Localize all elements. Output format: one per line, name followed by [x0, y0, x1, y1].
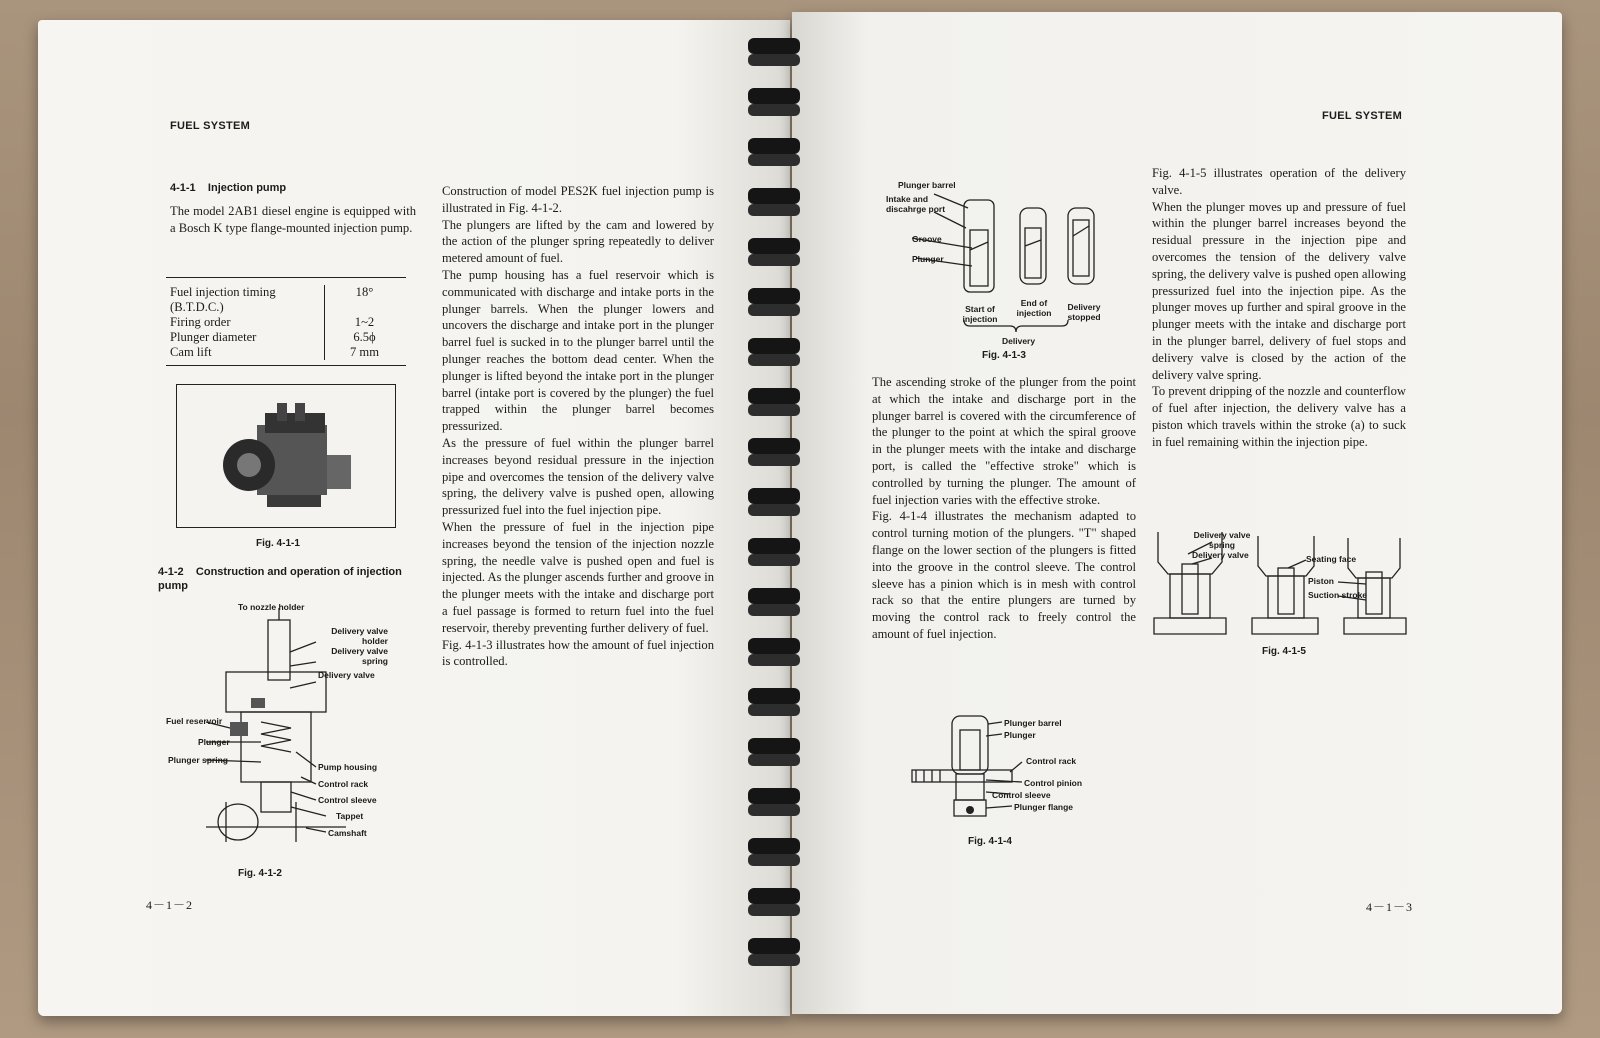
figure-label: Control rack — [318, 779, 369, 789]
paragraph: When the plunger moves up and pressure of fuel within the plunger barrel increases beyond the residual pressure in the injection pipe and overcomes the tension of the delivery valve spring, the delivery valve is pushed open allowing pressurized fuel into the injection pipe. As the plunger moves up further and spiral groove in the plunger meets with the intake and discharge port in the plunger barrel, delivery of fuel stops and delivery valve is closed by the action of the delivery valve spring. — [1152, 199, 1406, 382]
binding-coils — [740, 30, 850, 1030]
figure-caption: Fig. 4-1-4 — [968, 836, 1012, 847]
figure-label: Delivery valve spring — [331, 646, 388, 666]
figure-label: Groove — [912, 234, 942, 244]
pump-cross-section-figure — [166, 602, 436, 862]
figure-label: Delivery valve — [1192, 550, 1249, 560]
text-column — [442, 183, 714, 670]
table-row — [166, 315, 404, 330]
pump-photo-frame — [176, 384, 396, 528]
page-header: FUEL SYSTEM — [170, 120, 251, 132]
spiral-binding — [740, 30, 850, 1030]
spec-label: Firing order — [166, 315, 325, 330]
paragraph: Construction of model PES2K fuel injection pump is illustrated in Fig. 4-1-2. — [442, 184, 714, 215]
figure-label: Pump housing — [318, 762, 378, 772]
text-column — [1152, 165, 1406, 451]
plunger-stroke-figure — [872, 180, 1122, 350]
paragraph: Fig. 4-1-3 illustrates how the amount of fuel injection is controlled. — [442, 637, 714, 669]
figure-label: To nozzle holder — [238, 602, 305, 612]
spec-value: 1~2 — [354, 315, 375, 329]
figure-label: Plunger barrel — [1004, 718, 1062, 728]
figure-label: Fuel reservoir — [166, 716, 223, 726]
spec-value: 6.5ϕ — [353, 330, 376, 344]
text-column — [872, 374, 1136, 643]
section-title: Injection pump — [207, 182, 287, 194]
spec-label: Plunger diameter — [166, 330, 325, 345]
figure-label: Plunger flange — [1014, 802, 1074, 812]
paragraph: The pump housing has a fuel reservoir which is communicated with discharge and intake ports in the plunger barrels. When the plunger lowers and uncovers the discharge and intake port in the plunger barrel fuel is sucked in to the plunger barrel until the plunger reaches the bottom dead center. When the plunger is lifted beyond the intake port in the plunger barrel (intake port is covered by the plunger) the fuel trapped within the plunger barrel becomes pressurized. — [442, 267, 714, 434]
figure-label: Plunger — [1004, 730, 1036, 740]
figure-label: Delivery valve — [318, 670, 375, 680]
paragraph: The plungers are lifted by the cam and lowered by the action of the plunger spring repeatedly to deliver metered amount of fuel. — [442, 217, 714, 266]
figure-label: Seating face — [1306, 554, 1357, 564]
figure-label: Delivery valve holder — [331, 626, 388, 646]
figure-label: Suction stroke — [1308, 590, 1368, 600]
spec-label: Cam lift — [166, 345, 325, 360]
injection-pump-photo — [177, 385, 395, 527]
figure-label: Piston — [1308, 576, 1334, 586]
intro-paragraph: The model 2AB1 diesel engine is equipped with a Bosch K type flange-mounted injection pump. — [170, 204, 416, 235]
paragraph: Fig. 4-1-4 illustrates the mechanism adapted to control turning motion of the plungers. "T" shaped flange on the lower section of the plungers is fitted into the groove in the control sleeve. The control sleeve has a pinion which is in mesh with control rack so that the entire plungers are turned by moving the control rack to freely control the amount of fuel injection. — [872, 509, 1136, 641]
table-row — [166, 285, 404, 315]
figure-label: End of injection — [1016, 298, 1052, 318]
page-header: FUEL SYSTEM — [1322, 110, 1403, 122]
figure-label: Control sleeve — [318, 795, 377, 805]
section-number: 4-1-1 — [170, 182, 196, 194]
spec-table — [166, 285, 404, 360]
figure-label: Plunger — [198, 737, 230, 747]
figure-label: Camshaft — [328, 828, 367, 838]
spec-value: 18° — [355, 285, 374, 299]
section-number: 4-1-2 — [158, 566, 184, 578]
table-row — [166, 345, 404, 360]
figure-label: Delivery — [1002, 336, 1036, 346]
paragraph: When the pressure of fuel in the injection pipe increases beyond the tension of the injection nozzle spring, the needle valve is pushed open and fuel is injected. As the plunger ascends further and groove in the plunger meets with the intake and discharge port a fuel passage is formed to return fuel into the fuel reservoir, thereby preventing further delivery of fuel. — [442, 519, 714, 635]
figure-label: Start of injection — [962, 304, 998, 324]
section-heading — [170, 182, 286, 194]
section-title: Construction and operation of injection pump — [158, 566, 402, 592]
figure-label: Plunger — [912, 254, 944, 264]
figure-label: Control rack — [1026, 756, 1077, 766]
figure-label: Plunger spring — [168, 755, 228, 765]
spec-label: Fuel injection timing (B.T.D.C.) — [166, 285, 325, 315]
figure-caption: Fig. 4-1-5 — [1262, 646, 1306, 657]
figure-label: Control pinion — [1024, 778, 1083, 788]
spec-table-box — [166, 277, 406, 366]
figure-caption: Fig. 4-1-3 — [982, 350, 1026, 361]
table-row — [166, 330, 404, 345]
control-rack-figure — [882, 710, 1142, 830]
paragraph: Fig. 4-1-5 illustrates operation of the delivery valve. — [1152, 166, 1406, 197]
delivery-valve-figure — [1152, 524, 1412, 644]
right-page — [792, 12, 1562, 1014]
paragraph: To prevent dripping of the nozzle and counterflow of fuel after injection, the delivery valve has a piston which travels within the stroke (a) to suck in fuel remaining within the injection pipe. — [1152, 384, 1406, 449]
figure-label: Delivery valve spring — [1193, 530, 1251, 550]
figure-caption: Fig. 4-1-1 — [256, 538, 300, 549]
pump-cross-section-drawing — [166, 602, 436, 862]
figure-label: Plunger barrel — [898, 180, 956, 190]
page-number: 4－1－3 — [1366, 900, 1414, 914]
figure-label: Intake and discahrge port — [886, 194, 946, 214]
delivery-valve-drawing — [1152, 524, 1412, 644]
spec-value: 7 mm — [349, 345, 380, 359]
figure-label: Control sleeve — [992, 790, 1051, 800]
paragraph: The ascending stroke of the plunger from the point at which the intake and discharge port in the plunger barrel is covered with the circumference of the plunger to the point at which the spiral groove in the plunger meets with the intake and discharge port, is called the "effective stroke" which is controlled by turning the plunger. The amount of fuel injection varies with the effective stroke. — [872, 375, 1136, 507]
figure-label: Tappet — [336, 811, 364, 821]
section-heading — [158, 565, 418, 593]
figure-label: Delivery stopped — [1067, 302, 1101, 322]
left-page — [38, 20, 790, 1016]
paragraph: As the pressure of fuel within the plunger barrel increases beyond residual pressure in the injection pipe and overcomes the tension of the delivery valve spring, the delivery valve is pushed open, allowing pressurized fuel into the fuel injection pipe. — [442, 435, 714, 518]
figure-caption: Fig. 4-1-2 — [238, 868, 282, 879]
page-number: 4－1－2 — [146, 898, 194, 912]
control-rack-drawing — [882, 710, 1142, 830]
